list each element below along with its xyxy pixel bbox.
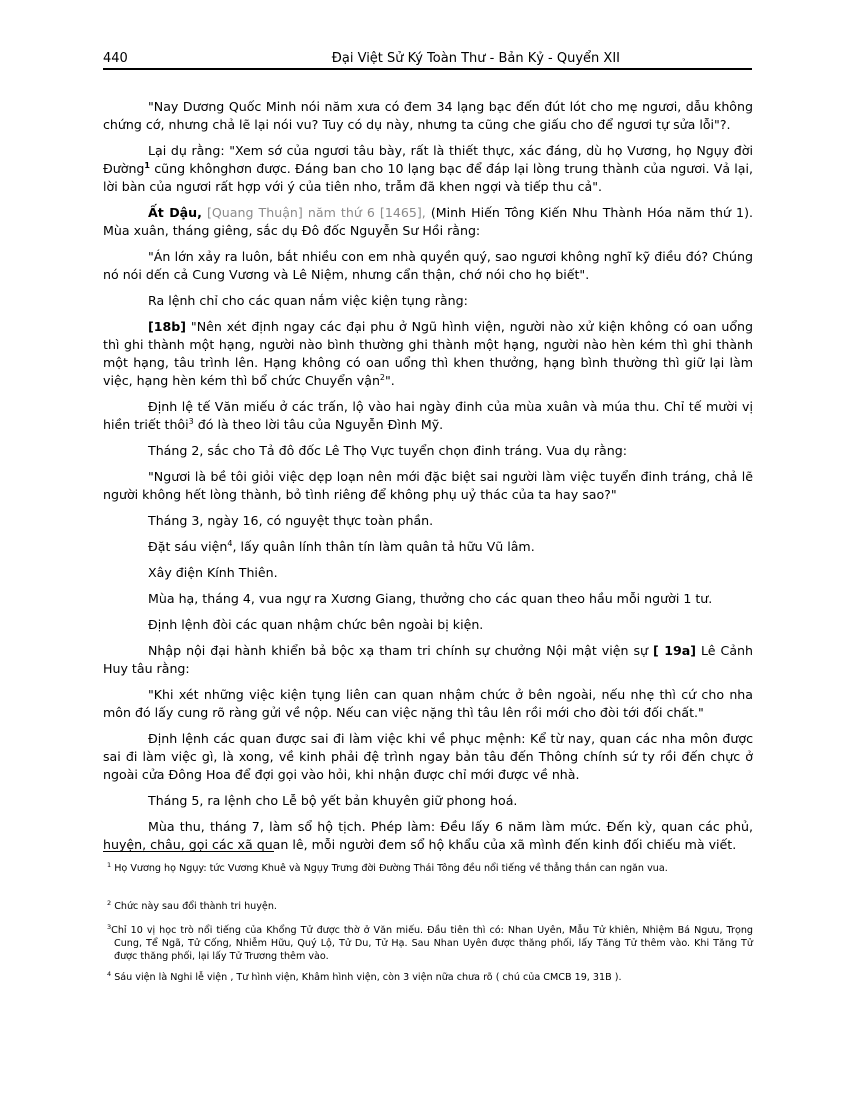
- footnote: [103, 900, 753, 913]
- paragraph: [103, 590, 753, 608]
- footnote-mark: 4: [107, 969, 112, 978]
- paragraph: [103, 642, 753, 678]
- paragraph-text: , lấy quân lính thân tín làm quân tả hữu Vũ lâm.: [232, 539, 535, 554]
- folio-marker: [18b]: [148, 319, 187, 334]
- paragraph: [103, 468, 753, 504]
- paragraph-text: đó là theo lời tâu của Nguyễn Đình Mỹ.: [193, 417, 444, 432]
- paragraph: [103, 686, 753, 722]
- paragraph: [103, 318, 753, 390]
- footnote: [103, 862, 753, 875]
- paragraph-text: Lại dụ rằng: "Xem sớ của ngươi tâu bày, rất là thiết thực, xác đáng, dù họ Vương, họ Ngụy đời Đường: [103, 143, 753, 176]
- footnote: [103, 924, 753, 963]
- paragraph: [103, 142, 753, 196]
- paragraph-text: Xây điện Kính Thiên.: [148, 565, 278, 580]
- paragraph-text: "Án lớn xảy ra luôn, bắt nhiều con em nhà quyền quý, sao ngươi không nghĩ kỹ điều đó? Chúng nó nói dến cả Cung Vương và Lê Niệm, nhưng cẩn thận, chớ nói cho họ biết".: [103, 249, 753, 282]
- folio-marker: [ 19a]: [653, 643, 696, 658]
- footnote-mark: 3: [107, 922, 112, 931]
- paragraph-text: Tháng 5, ra lệnh cho Lễ bộ yết bản khuyên giữ phong hoá.: [148, 793, 518, 808]
- paragraph: [103, 564, 753, 582]
- paragraph-text: Tháng 2, sắc cho Tả đô đốc Lê Thọ Vực tuyển chọn đinh tráng. Vua dụ rằng:: [148, 443, 627, 458]
- paragraph-text: Định lệnh các quan được sai đi làm việc khi về phục mệnh: Kể từ nay, quan các nha môn được sai đi làm việc gì, là xong, về kinh phải đệ trình ngay bản tâu đến Thông chính sứ ty rồi đến chực ở ngoài cửa Đông Hoa để đợi gọi vào hỏi, khi nhận được chỉ mới được về nhà.: [103, 731, 753, 782]
- reign-note: [Quang Thuận] năm thứ 6 [1465],: [201, 205, 426, 220]
- footnote-text: Sáu viện là Nghi lễ viện , Tư hình viện, Khâm hình viện, còn 3 viện nữa chưa rõ ( chú của CMCB 19, 31B ).: [111, 972, 622, 983]
- footnote-ref: 4: [227, 538, 233, 548]
- page-number: 440: [103, 51, 128, 66]
- paragraph-text: "Khi xét những việc kiện tụng liên can quan nhậm chức ở bên ngoài, nếu nhẹ thì cứ cho nha môn đó lấy cung rõ ràng gửi về nộp. Nếu can việc nặng thì tâu lên rồi mới cho đòi tới đối chất.": [103, 687, 753, 720]
- paragraph-text: Mùa thu, tháng 7, làm sổ hộ tịch. Phép làm: Đều lấy 6 năm làm mức. Đến kỳ, quan các phủ, huyện, châu, gọi các xã quan lê, mỗi người đem sổ hộ khẩu của xã mình đến kinh đối chiếu mà viết.: [103, 819, 753, 852]
- paragraph: [103, 398, 753, 434]
- paragraph: [103, 248, 753, 284]
- footnote-mark: 2: [107, 898, 112, 907]
- main-text: [103, 98, 753, 862]
- footnotes: [103, 862, 753, 984]
- paragraph: [103, 292, 753, 310]
- paragraph: [103, 616, 753, 634]
- footnote: [103, 971, 753, 984]
- footnote-text: Chức này sau đổi thành tri huyện.: [111, 901, 277, 912]
- paragraph-text: cũng khônghơn được. Đáng ban cho 10 lạng bạc để đáp lại lòng trung thành của ngươi. Vả lại, lời bàn của ngươi rất hợp với ý của tiên nho, trẫm đã khen ngợi và tiếp thu cả".: [103, 161, 753, 194]
- paragraph-text: (Minh Hiến Tông Kiến Nhu Thành Hóa năm thứ 1). Mùa xuân, tháng giêng, sắc dụ Đô đốc Nguyễn Sư Hồi rằng:: [103, 205, 753, 238]
- paragraph-text: Tháng 3, ngày 16, có nguyệt thực toàn phần.: [148, 513, 434, 528]
- paragraph-text: ".: [385, 373, 395, 388]
- paragraph-text: Ra lệnh chỉ cho các quan nắm việc kiện tụng rằng:: [148, 293, 468, 308]
- paragraph: [103, 98, 753, 134]
- footnote-mark: 1: [107, 860, 112, 869]
- year-heading: Ất Dậu,: [148, 205, 202, 220]
- page-header: [103, 51, 753, 67]
- paragraph: [103, 442, 753, 460]
- header-rule: [103, 68, 752, 70]
- running-title: Đại Việt Sử Ký Toàn Thư - Bản Kỷ - Quyển XII: [331, 51, 620, 66]
- paragraph: [103, 538, 753, 556]
- paragraph: [103, 818, 753, 854]
- paragraph-text: Định lệ tế Văn miếu ở các trấn, lộ vào hai ngày đinh của mùa xuân và múa thu. Chỉ tế mười vị hiền triết thôi: [103, 399, 753, 432]
- paragraph-text: "Nên xét định ngay các đại phu ở Ngũ hình viện, người nào xử kiện không có oan uổng thì ghi thành một hạng, người nào bình thường ghi thành một hạng, người nào hèn kém thì ghi thành một hạng, tâu trình lên. Hạng không có oan uổng thì khen thưởng, hạng bình thường thì giữ lại làm việc, hạng hèn kém thì bổ chức Chuyển vận: [103, 319, 753, 388]
- footnote-ref: 3: [188, 416, 194, 426]
- paragraph: [103, 512, 753, 530]
- paragraph-text: Định lệnh đòi các quan nhậm chức bên ngoài bị kiện.: [148, 617, 484, 632]
- footnote-ref: 2: [379, 372, 386, 382]
- paragraph-text: "Nay Dương Quốc Minh nói năm xưa có đem 34 lạng bạc đến đút lót cho mẹ ngươi, dẫu không chứng cớ, nhưng chả lẽ lại nói vu? Tuy có dụ này, nhưng ta cũng che giấu cho để ngươi tự sửa lỗi"?.: [103, 99, 753, 132]
- paragraph-text: Lê Cảnh Huy tâu rằng:: [103, 643, 753, 676]
- footnote-text: Họ Vương họ Ngụy: tức Vương Khuê và Ngụy Trưng đời Đường Thái Tông đều nổi tiếng về thẳng thắn can ngăn vua.: [111, 863, 668, 874]
- paragraph-text: Mùa hạ, tháng 4, vua ngự ra Xương Giang, thưởng cho các quan theo hầu mỗi người 1 tư.: [148, 591, 713, 606]
- paragraph: [103, 730, 753, 784]
- paragraph: [103, 204, 753, 240]
- paragraph-text: Đặt sáu viện: [148, 539, 228, 554]
- footnote-rule: [103, 851, 274, 852]
- footnote-text: Chỉ 10 vị học trò nổi tiếng của Khổng Tử được thờ ở Văn miếu. Đầu tiên thì có: Nhan Uyên, Mẫu Tử khiên, Nhiệm Bá Ngưu, Trọng Cung, Tể Ngã, Tử Cống, Nhiễm Hữu, Quý Lộ, Tử Du, Tử Hạ. Sau Nhan Uyên được thăng phối, lấy Tăng Tử thêm vào. Khi Tăng Tử được thăng phối, lại lấy Tử Trương thêm vào.: [111, 925, 753, 962]
- paragraph-text: Nhập nội đại hành khiển bả bộc xạ tham tri chính sự chưởng Nội mật viện sự: [148, 643, 654, 658]
- footnote-ref: 1: [144, 160, 150, 170]
- paragraph: [103, 792, 753, 810]
- paragraph-text: "Ngươi là bề tôi giỏi việc dẹp loạn nên mới đặc biệt sai người làm việc tuyển đinh tráng, chả lẽ người không hết lòng thành, bỏ tình riêng để không phụ uỷ thác của ta hay sao?": [103, 469, 753, 502]
